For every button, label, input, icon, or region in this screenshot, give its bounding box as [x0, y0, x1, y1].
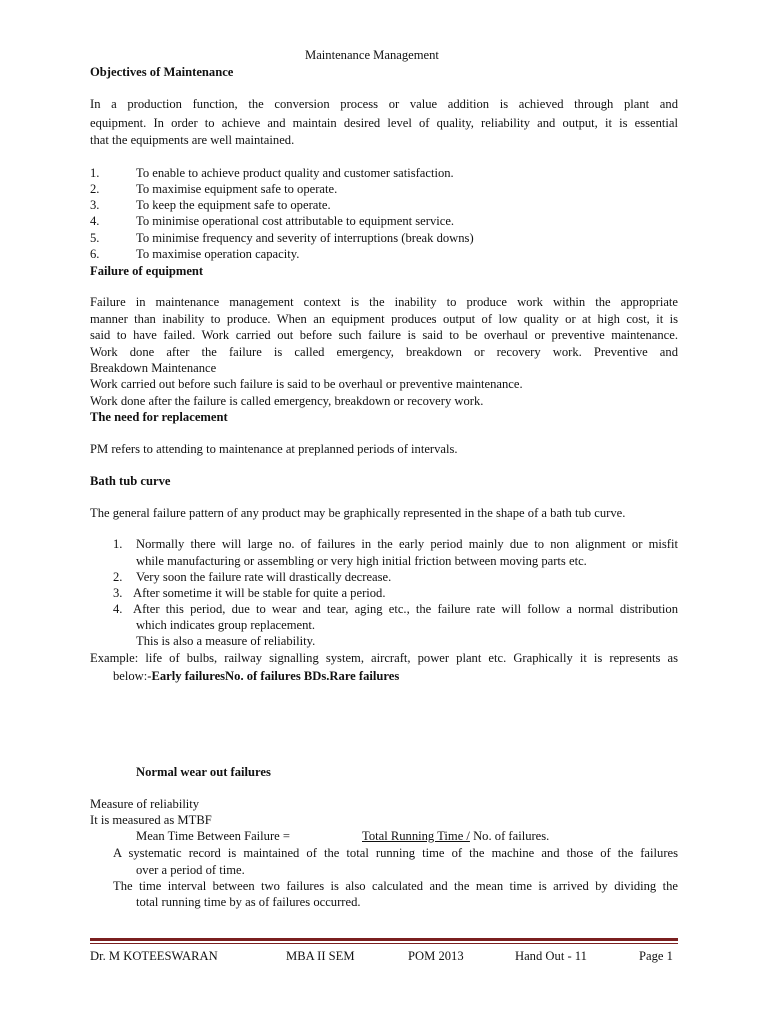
normal-wear-heading: Normal wear out failures	[136, 765, 271, 779]
example-prefix: below:-	[113, 669, 152, 683]
mtbf-para-line: The time interval between two failures is also calculated and the mean time is arrived by dividing the	[113, 879, 678, 893]
mtbf-para-line: over a period of time.	[136, 863, 245, 877]
formula-numerator: Total Running Time /	[362, 829, 470, 843]
list-item: Very soon the failure rate will drastically decrease.	[136, 570, 392, 584]
mtbf-formula-left: Mean Time Between Failure =	[136, 829, 291, 843]
failure-para-line: manner than inability to produce. When an equipment produces output of low quality or at high cost, it is	[90, 312, 678, 326]
failure-heading: Failure of equipment	[90, 264, 204, 278]
objectives-heading: Objectives of Maintenance	[90, 65, 234, 79]
footer-rule-thick	[90, 938, 678, 941]
footer-course: MBA II SEM	[286, 949, 355, 963]
failure-para-line: Work carried out before such failure is said to be overhaul or preventive maintenance.	[90, 377, 523, 391]
list-item-number: 2.	[113, 570, 123, 584]
list-item: To minimise frequency and severity of interruptions (break downs)	[136, 231, 474, 245]
list-item: To enable to achieve product quality and customer satisfaction.	[136, 166, 454, 180]
page-title: Maintenance Management	[305, 48, 439, 62]
footer-rule-thin	[90, 943, 678, 944]
list-item: After sometime it will be stable for quite a period.	[133, 586, 386, 600]
list-item-number: 5.	[90, 231, 100, 245]
failure-para-line: Work done after the failure is called emergency, breakdown or recovery work.	[90, 394, 484, 408]
failure-para-line: Work done after the failure is called emergency, breakdown or recovery work. Preventive and	[90, 345, 678, 359]
reliability-note: This is also a measure of reliability.	[136, 634, 316, 648]
graph-labels-text: Early failuresNo. of failures BDs.Rare failures	[151, 669, 400, 683]
list-item-number: 3.	[113, 586, 123, 600]
list-item-number: 3.	[90, 198, 100, 212]
example-line	[113, 668, 399, 684]
list-item-number: 4.	[90, 214, 100, 228]
mtbf-formula-right	[362, 828, 549, 844]
list-item-number: 4.	[113, 602, 123, 616]
footer-author: Dr. M KOTEESWARAN	[90, 949, 218, 963]
list-item-number: 6.	[90, 247, 100, 261]
footer-page-number: Page 1	[639, 949, 673, 963]
replacement-text: PM refers to attending to maintenance at preplanned periods of intervals.	[90, 442, 458, 456]
failure-para-line: Failure in maintenance management context is the inability to produce work within the appropriate	[90, 295, 678, 309]
footer-subject: POM 2013	[408, 949, 464, 963]
footer-handout: Hand Out - 11	[515, 949, 587, 963]
list-item: which indicates group replacement.	[136, 618, 316, 632]
list-item-number: 1.	[113, 537, 123, 551]
example-line: Example: life of bulbs, railway signalling system, aircraft, power plant etc. Graphically it is represents as	[90, 651, 678, 665]
list-item: To maximise operation capacity.	[136, 247, 300, 261]
list-item: To maximise equipment safe to operate.	[136, 182, 338, 196]
failure-para-line: said to have failed. Work carried out before such failure is said to be overhaul or preventive maintenance.	[90, 328, 678, 342]
mtbf-para-line: total running time by as of failures occurred.	[136, 895, 361, 909]
list-item-number: 1.	[90, 166, 100, 180]
mtbf-line: It is measured as MTBF	[90, 813, 212, 827]
list-item: Normally there will large no. of failures in the early period mainly due to non alignment or misfit	[136, 537, 678, 551]
list-item: To keep the equipment safe to operate.	[136, 198, 331, 212]
replacement-heading: The need for replacement	[90, 410, 228, 424]
mtbf-line: Measure of reliability	[90, 797, 200, 811]
mtbf-para-line: A systematic record is maintained of the total running time of the machine and those of the failures	[113, 846, 678, 860]
failure-para-line: Breakdown Maintenance	[90, 361, 217, 375]
objectives-para-line: In a production function, the conversion process or value addition is achieved through plant and	[90, 97, 678, 111]
list-item-number: 2.	[90, 182, 100, 196]
formula-denominator: No. of failures.	[469, 829, 550, 843]
objectives-para-line: that the equipments are well maintained.	[90, 133, 295, 147]
list-item: To minimise operational cost attributable to equipment service.	[136, 214, 455, 228]
bathtub-heading: Bath tub curve	[90, 474, 171, 488]
list-item: while manufacturing or assembling or very high initial friction between moving parts etc.	[136, 554, 587, 568]
objectives-para-line: equipment. In order to achieve and maintain desired level of quality, reliability and output, it is essential	[90, 116, 678, 130]
list-item: After this period, due to wear and tear, aging etc., the failure rate will follow a normal distribution	[133, 602, 678, 616]
bathtub-intro: The general failure pattern of any product may be graphically represented in the shape of a bath tub curve.	[90, 506, 626, 520]
